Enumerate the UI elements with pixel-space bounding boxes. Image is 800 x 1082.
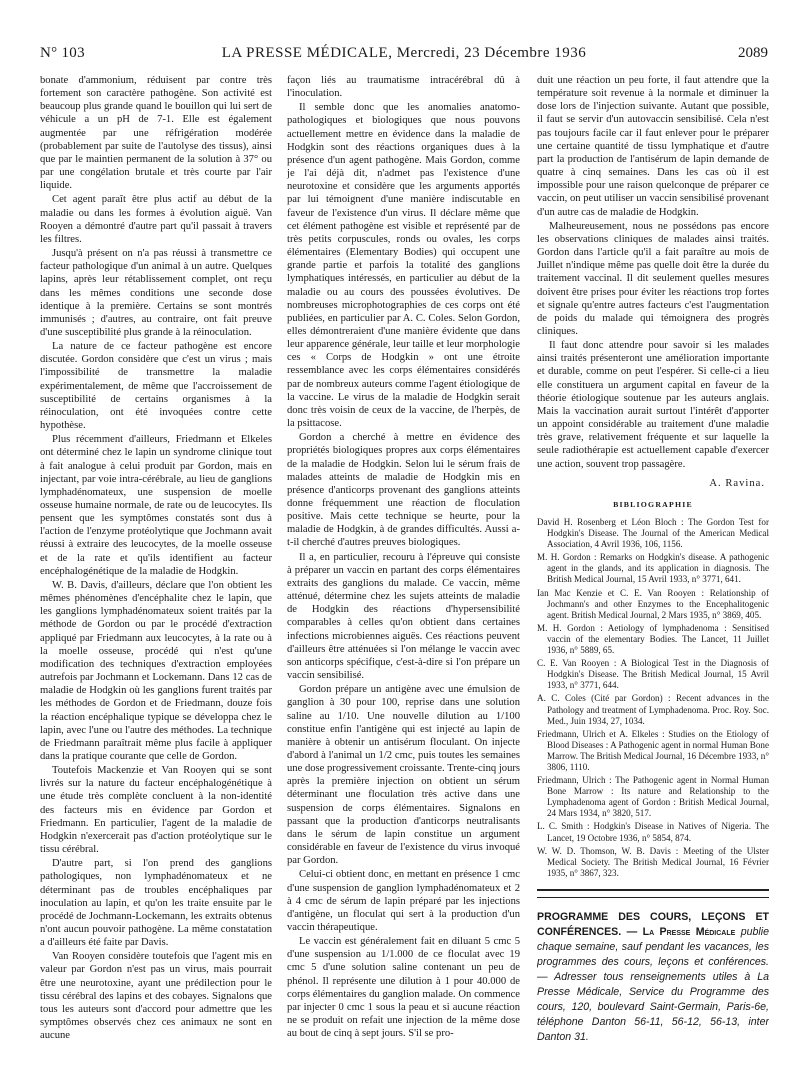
paragraph: La nature de ce facteur pathogène est encore discutée. Gordon considère que c'est un virus ; mais l'impossibilité de transmettre la maladie expérimentalement, de même que l'accroissement de susceptibilité de certains organismes à la réinoculation, ont été invoquées contre cette hypothèse.	[40, 341, 272, 432]
paragraph: Il a, en particulier, recouru à l'épreuve qui consiste à préparer un vaccin en partant des corps élémentaires extraits des ganglions du malade. Ce vaccin, même atténué, détermine chez les sujets atteints de maladie de Hodgkin des réactions d'hypersensibilité comparables à celles qu'on obtient dans certaines infections microbiennes aiguës. Ces réactions peuvent d'ailleurs être atténuées si l'on mélange le vaccin avec son anticorps spécifique, c'est-à-dire si l'on prépare un vaccin sensibilisé.	[287, 551, 520, 682]
paragraph: Le vaccin est généralement fait en diluant 5 cmc 5 d'une suspension au 1/1.000 de ce floculat avec 19 cmc 5 d'une solution saline contenant un peu de phénol. Il représente une dilution à 1 pour 40.000 de corps élémentaires du ganglion malade. On commence par injecter 0 cmc 1 sous la peau et si aucune réaction ne se produit on refait une injection de la même dose au bout de cinq à sept jours. S'il se pro-	[287, 936, 520, 1040]
paragraph: W. B. Davis, d'ailleurs, déclare que l'on obtient les mêmes phénomènes d'encéphalite chez le lapin, que les ganglions lymphadénomateux soient traités par la méthode de Gordon ou par le procédé d'extraction appliqué par Friedmann aux leucocytes, à la rate ou à la moelle osseuse, procédé qui n'est qu'une modification des techniques d'extraction employées autrefois par Jochmann et Lockemann. Dans 12 cas de maladie de Hodgkin où les ganglions furent traités par les méthodes de Gordon et de Friedmann, douze fois la réaction encéphalique typique se développa chez le lapin, avec l'une ou l'autre des méthodes. La technique de Friedmann paraîtrait même plus facile à appliquer dans la pratique courante que celle de Gordon.	[40, 579, 272, 762]
page-number: 2089	[738, 45, 768, 61]
paragraph: bonate d'ammonium, réduisent par contre très fortement son caractère pathogène. Son activité est beaucoup plus grande quand le bouillon qui lui sert de véhicule a un pH de 7-1. Elle est également augmentée par une réfrigération modérée (probablement par suite de l'autolyse des tissus), ainsi que par le maintien permanent de la solution à 37° ou par une congélation brutale et très courte par l'air liquide.	[40, 75, 272, 192]
paragraph: Malheureusement, nous ne possédons pas encore les observations cliniques de malades ainsi traités. Gordon dans l'article qu'il a fait paraître au mois de Juillet n'indique même pas quelle doit être la durée du traitement vaccinal. Il dit seulement quelles mesures doivent être prises pour éviter les réactions trop fortes et signale qu'entre autres facteurs c'est l'augmentation de poids du malade qui témoignera des progrès cliniques.	[537, 220, 769, 337]
paragraph: Cet agent paraît être plus actif au début de la maladie ou dans les formes à évolution aiguë. Van Rooyen a démontré d'autre part qu'il passait à travers les filtres.	[40, 194, 272, 245]
paragraph: Van Rooyen considère toutefois que l'agent mis en valeur par Gordon n'est pas un virus, mais pourrait être une neurotoxine, ayant une prédilection pour le tissu cérébral des lapins et des cobayes. Signalons que tous les auteurs sont d'accord pour admettre que les symptômes observés chez ces animaux ne sont en aucune	[40, 951, 272, 1042]
program-notice: PROGRAMME DES COURS, LEÇONS ET CONFÉRENCES. — La Presse Médicale publie chaque semaine, sauf pendant les vacances, les programmes des cours, leçons et conférences. — Adresser tous renseignements utiles à La Presse Médicale, Service du Programme des cours, 120, boulevard Saint-Germain, Paris-6e, téléphone Danton 56-11, 56-12, 56-13, inter Danton 31.	[537, 910, 769, 1043]
journal-name: La Presse Médicale	[642, 925, 736, 938]
program-body: publie chaque semaine, sauf pendant les vacances, les programmes des cours, leçons et conférences. — Adresser tous renseignements utiles à La Presse Médicale, Service du Programme des cours, 120, boulevard Saint-Germain, Paris-6e, téléphone Danton 56-11, 56-12, 56-13, inter Danton 31.	[537, 925, 769, 1043]
issue-number: N° 103	[40, 45, 85, 61]
bibliography-entry: M. H. Gordon : Remarks on Hodgkin's disease. A pathogenic agent in the glands, and its application in diagnosis. The British Medical Journal, 15 Avril 1933, n° 3771, 641.	[537, 552, 769, 585]
bibliography-title: BIBLIOGRAPHIE	[613, 499, 693, 509]
journal-title: LA PRESSE MÉDICALE, Mercredi, 23 Décembre 1936	[221, 45, 587, 61]
bibliography-list	[537, 517, 769, 879]
paragraph: Jusqu'à présent on n'a pas réussi à transmettre ce facteur pathologique d'un animal à un autre. Quelques lapins, après leur rétablissement complet, ont reçu dans les mêmes conditions une seconde dose identique à la première. Certains se sont montrés immunisés ; d'autres, au contraire, ont fait preuve d'une susceptibilité plus grande à la réinoculation.	[40, 248, 272, 338]
bibliography-entry: A. C. Coles (Cité par Gordon) : Recent advances in the Pathology and treatment of Lymphadenoma. Proc. Roy. Soc. Med., Juin 1934, 27, 1034.	[537, 693, 769, 726]
divider-thin	[537, 897, 769, 898]
paragraph: façon liés au traumatisme intracérébral dû à l'inoculation.	[287, 75, 520, 100]
text-column-3	[537, 74, 769, 1074]
text-column-2	[287, 74, 520, 1074]
bibliography-entry: Friedmann, Ulrich : The Pathogenic agent in Normal Human Bone Marrow : Its nature and Relationship to the Lymphadenoma agent of Gordon : British Medical Journal, 24 Mars 1934, n° 3820, 517.	[537, 775, 769, 819]
paragraph: D'autre part, si l'on prend des ganglions pathologiques, non lymphadénomateux et ne déterminant pas de troubles encéphaliques par inoculation au lapin, et qu'on les traite ensuite par le procédé de Jochmann-Lockemann, les extraits obtenus n'ont aucun pouvoir pathogène. La même constatation a d'ailleurs été faite par Davis.	[40, 858, 272, 949]
bibliography-entry: David H. Rosenberg et Léon Bloch : The Gordon Test for Hodgkin's Disease. The Journal of the American Medical Association, 4 Avril 1936, 106, 1156.	[537, 517, 769, 550]
program-heading: PROGRAMME DES COURS, LEÇONS ET CONFÉRENCES.	[537, 910, 769, 938]
page-header	[40, 45, 768, 67]
paragraph: Celui-ci obtient donc, en mettant en présence 1 cmc d'une suspension de ganglion lymphadénomateux et 2 à 4 cmc de sérum de lapin préparé par les injections d'antigène, un floculat qui sert à la production d'un vaccin thérapeutique.	[287, 869, 520, 933]
paragraph: Toutefois Mackenzie et Van Rooyen qui se sont livrés sur la nature du facteur encéphalogénétique à une étude très complète concluent à la non-identité des facteurs mis en évidence par Gordon et Friedmann. En particulier, l'agent de la maladie de Hodgkin n'exercerait pas d'action protéolytique sur le tissu cérébral.	[40, 765, 272, 856]
bibliography-entry: M. H. Gordon : Aetiology of lymphadenoma : Sensitised vaccin of the elementary Bodies. The Lancet, 11 Juillet 1936, n° 5889, 65.	[537, 622, 769, 656]
paragraph: Plus récemment d'ailleurs, Friedmann et Elkeles ont déterminé chez le lapin un syndrome clinique tout à fait analogue à celui produit par Gordon, mais en injectant, par voie intra-cérébrale, au lieu de ganglions lymphadénomateux, une suspension de moelle osseuse humaine normale, de rate ou de leucocytes. Ils pensent que les symptômes constatés sont dus à l'action de l'enzyme protéolytique que Jochmann avait réussi à extraire des leucocytes, de la moelle osseuse et de la rate et qu'ils identifient au facteur encéphalogénétique de la maladie de Hodgkin.	[40, 434, 272, 577]
bibliography-entry: C. E. Van Rooyen : A Biological Test in the Diagnosis of Hodgkin's Disease. The British Medical Journal, 15 Avril 1933, n° 3771, 644.	[537, 658, 769, 691]
bibliography-entry: Friedmann, Ulrich et A. Elkeles : Studies on the Etiology of Blood Diseases : A Pathogenic agent in normal Human Bone Marrow. The British Medical Journal, 16 Décembre 1933, n° 3806, 1110.	[537, 728, 769, 772]
author-signature: A. Ravina.	[709, 477, 765, 489]
paragraph: duit une réaction un peu forte, il faut attendre que la température soit revenue à la normale et diminuer la dose lors de l'injection suivante. Autant que possible, il faut se servir d'un autovaccin sensibilisé. Cela n'est pas toujours facile car il faut enlever pour le préparer une certaine quantité de tissu lymphatique et d'autre part la production de l'antisérum de lapin demande de quatre à cinq semaines. Dans les cas où il est impossible pour une raison quelconque de préparer ce vaccin, on peut utiliser un vaccin sensibilisé provenant d'un autre cas de maladie de Hodgkin.	[537, 75, 769, 218]
paragraph: Gordon a cherché à mettre en évidence des propriétés biologiques propres aux corps élémentaires de la maladie de Hodgkin. Selon lui le sérum frais de malades atteints de maladie de Hodgkin mis en présence d'anticorps provenant des ganglions atteints donne fréquemment une réaction de floculation positive. Mais cette technique se heurte, pour la maladie de Hodgkin, à de grandes difficultés. Aussi a-t-il cherché d'autres preuves biologiques.	[287, 432, 520, 549]
paragraph: Il semble donc que les anomalies anatomo-pathologiques et biologiques que nous pouvons actuellement mettre en évidence dans la maladie de Hodgkin sont des réactions organiques dues à la présence d'un agent pathogène. Mais Gordon, comme je l'ai déjà dit, n'admet pas l'existence d'une neurotoxine et considère que les arguments apportés par lui témoignent d'une manière indiscutable en faveur de l'existence d'un virus. Il déclare même que cet élément pathogène est visible et représenté par de très petits corpuscules, ronds ou ovales, les corps élémentaires (Elementary Bodies) qui occupent une grande partie et parfois la totalité des ganglions lymphatiques intéressés, en particulier au début de la maladie ou au cours des poussées évolutives. De nombreuses microphotographies de ces corps ont été publiées, en particulier par A. C. Coles. Selon Gordon, elles démontreraient d'une manière évidente que dans leur apparence générale, leur taille et leur morphologie ces « Corps de Hodgkin » ont une étroite ressemblance avec les corps élémentaires considérés par de nombreux auteurs comme l'agent étiologique de la vaccine. Le virus de la maladie de Hodgkin serait donc très voisin de ceux de la vaccine, de l'herpès, de la psittacose.	[287, 102, 520, 430]
divider-thick	[537, 889, 769, 891]
text-column-1	[40, 74, 272, 1074]
paragraph: Il faut donc attendre pour savoir si les malades ainsi traités présenteront une amélioration importante et durable, comme on peut l'espérer. Si celle-ci a lieu elle constituera un argument capital en faveur de la théorie étiologique soutenue par les auteurs anglais. Mais la vaccination aurait surtout l'intérêt d'apporter un appoint considérable au traitement d'une maladie très grave, relativement fréquente et sur laquelle la seule radiothérapie est actuellement capable d'exercer une action, souvent trop passagère.	[537, 340, 769, 470]
bibliography-entry: W. W. D. Thomson, W. B. Davis : Meeting of the Ulster Medical Society. The British Medical Journal, 16 Février 1935, n° 3867, 323.	[537, 845, 769, 878]
bibliography-entry: Ian Mac Kenzie et C. E. Van Rooyen : Relationship of Jochmann's and other Enzymes to the Encephalitogenic agent. British Medical Journal, 2 Mars 1935, n° 3869, 405.	[537, 587, 769, 620]
article-conclusion	[537, 74, 769, 471]
bibliography-entry: L. C. Smith : Hodgkin's Disease in Natives of Nigeria. The Lancet, 19 Octobre 1936, n° 5854, 874.	[537, 821, 769, 843]
paragraph: Gordon prépare un antigène avec une émulsion de ganglion à 30 pour 100, reprise dans une solution saline au 1/10. Une nouvelle dilution au 1/100 constitue enfin l'antigène qui est injecté au lapin de manière à obtenir un antisérum floculant. On injecte d'abord à l'animal un 1/2 cmc, puis toutes les semaines une dose progressivement croissante. Trente-cinq jours après la première injection on obtient un sérum déterminant une floculation très active dans une suspension de corps élémentaires. Signalons en passant que la production d'anticorps neutralisants dans le sérum de lapin constitue un argument considérable en faveur de l'existence du virus invoqué par Gordon.	[287, 684, 520, 867]
